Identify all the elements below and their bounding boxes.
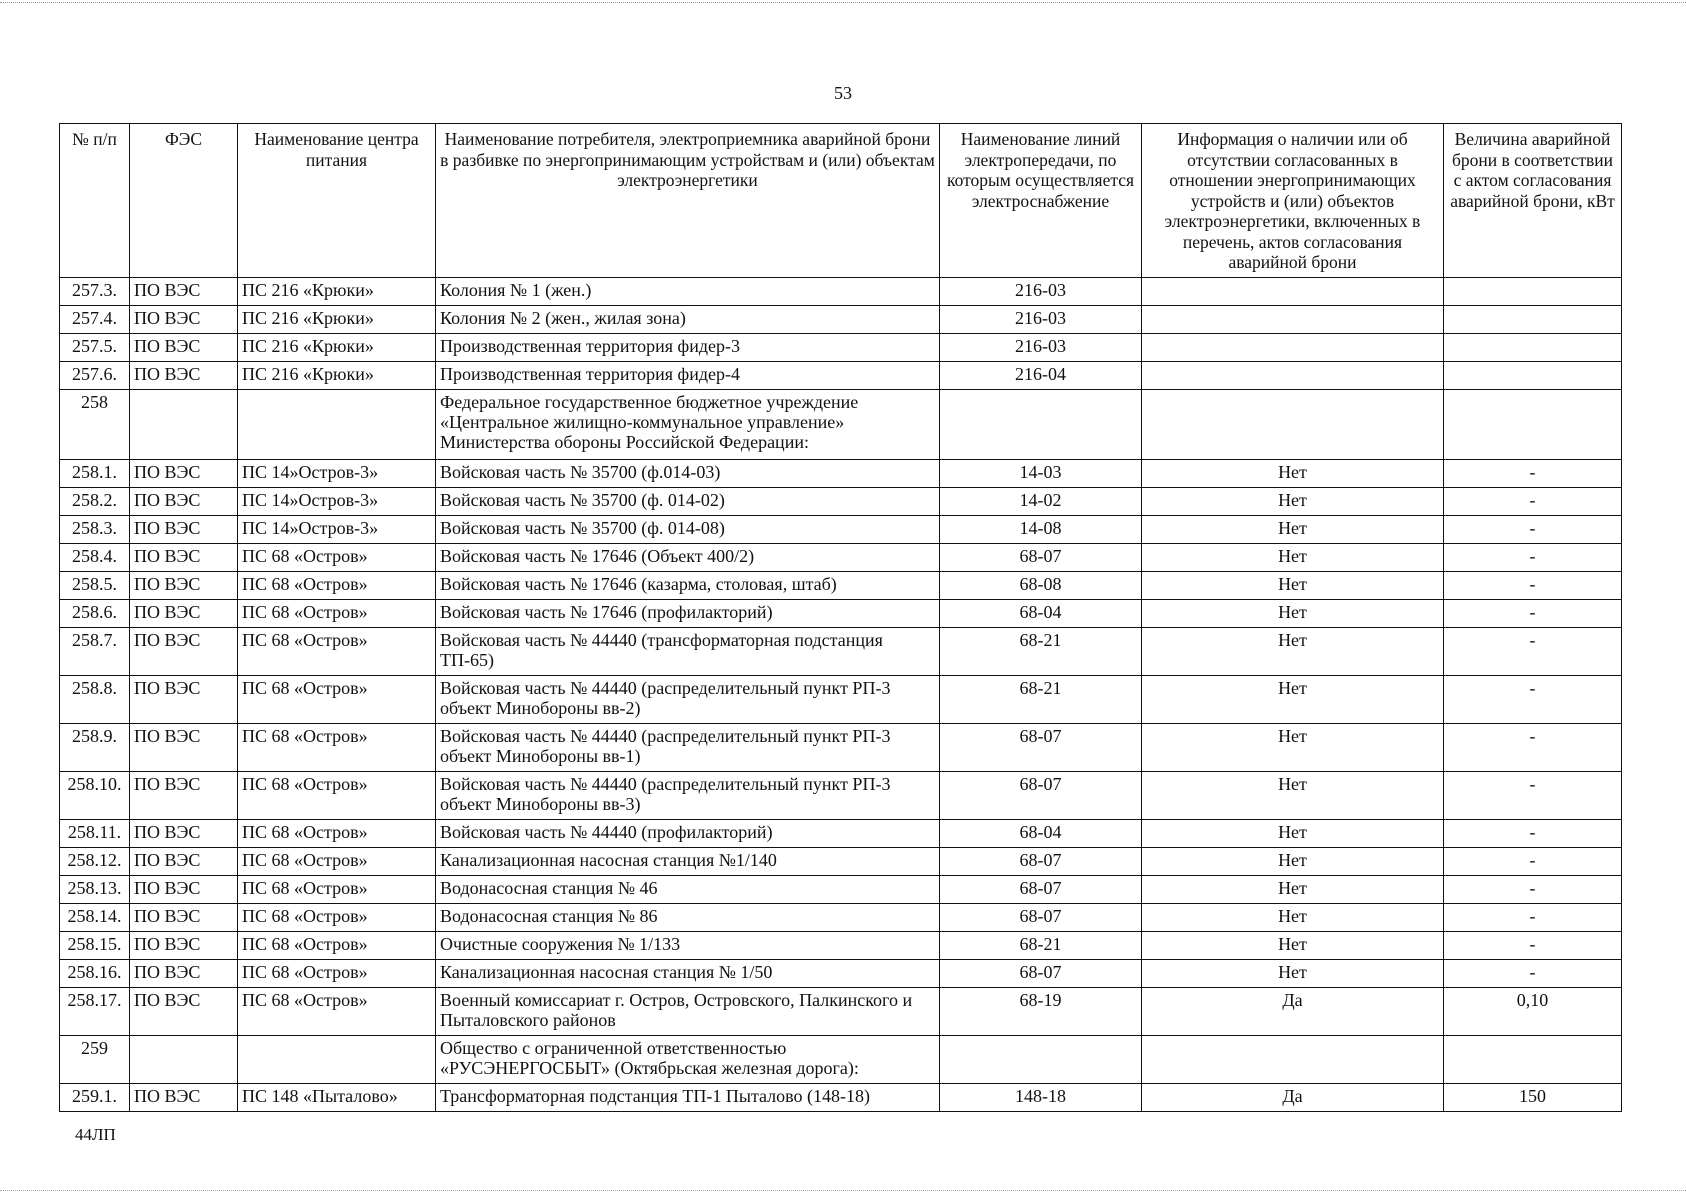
table-row [60,572,1622,600]
page-number: 53 [834,83,852,103]
row-num: 258.2. [60,488,130,516]
row-num: 258.9. [60,724,130,772]
row-consumer: Войсковая часть № 44440 (трансформаторная подстанция ТП-65) [436,628,940,676]
row-agreement-info: Нет [1142,876,1444,904]
row-reserve-value: - [1444,876,1622,904]
row-fes: ПО ВЭС [130,544,238,572]
row-consumer: Федеральное государственное бюджетное учреждение «Центральное жилищно-коммунальное управление» Министерства обороны Российской Федерации: [436,390,940,460]
row-reserve-value: - [1444,724,1622,772]
row-power-center: ПС 14»Остров-3» [238,516,436,544]
row-agreement-info: Нет [1142,848,1444,876]
row-num: 258.12. [60,848,130,876]
row-power-center: ПС 216 «Крюки» [238,362,436,390]
row-fes: ПО ВЭС [130,600,238,628]
row-reserve-value: - [1444,460,1622,488]
table-row [60,600,1622,628]
row-power-center [238,1036,436,1084]
row-power-center: ПС 68 «Остров» [238,820,436,848]
row-reserve-value: - [1444,848,1622,876]
row-agreement-info: Нет [1142,676,1444,724]
row-num: 257.6. [60,362,130,390]
row-fes: ПО ВЭС [130,960,238,988]
row-reserve-value [1444,1036,1622,1084]
row-agreement-info: Нет [1142,904,1444,932]
row-power-line: 216-03 [940,334,1142,362]
row-reserve-value: - [1444,960,1622,988]
row-consumer: Производственная территория фидер-3 [436,334,940,362]
row-fes [130,1036,238,1084]
row-reserve-value: - [1444,544,1622,572]
table-row [60,904,1622,932]
row-reserve-value: - [1444,772,1622,820]
table-row [60,544,1622,572]
row-num: 258.1. [60,460,130,488]
row-power-line [940,390,1142,460]
row-agreement-info: Нет [1142,772,1444,820]
row-agreement-info: Да [1142,988,1444,1036]
row-consumer: Очистные сооружения № 1/133 [436,932,940,960]
row-reserve-value [1444,334,1622,362]
row-consumer: Войсковая часть № 44440 (профилакторий) [436,820,940,848]
row-agreement-info: Нет [1142,724,1444,772]
table-row [60,876,1622,904]
row-power-center: ПС 68 «Остров» [238,544,436,572]
row-consumer: Войсковая часть № 17646 (профилакторий) [436,600,940,628]
row-fes: ПО ВЭС [130,460,238,488]
row-consumer: Войсковая часть № 35700 (ф. 014-08) [436,516,940,544]
row-consumer: Трансформаторная подстанция ТП-1 Пыталово (148-18) [436,1084,940,1112]
row-agreement-info [1142,278,1444,306]
row-fes: ПО ВЭС [130,362,238,390]
row-power-center: ПС 68 «Остров» [238,960,436,988]
row-power-line: 68-07 [940,876,1142,904]
footer-code: 44ЛП [75,1125,116,1144]
table-row [60,724,1622,772]
row-agreement-info: Нет [1142,460,1444,488]
row-consumer: Колония № 1 (жен.) [436,278,940,306]
row-fes: ПО ВЭС [130,904,238,932]
table-row [60,988,1622,1036]
row-power-center: ПС 68 «Остров» [238,600,436,628]
row-consumer: Водонасосная станция № 86 [436,904,940,932]
row-consumer: Колония № 2 (жен., жилая зона) [436,306,940,334]
row-power-line: 14-02 [940,488,1142,516]
table-row [60,676,1622,724]
row-power-line: 68-21 [940,932,1142,960]
row-consumer: Войсковая часть № 17646 (казарма, столовая, штаб) [436,572,940,600]
emergency-reserve-table [59,123,1622,1112]
row-power-line: 68-08 [940,572,1142,600]
table-row [60,960,1622,988]
header-power-lines: Наименование линий электропередачи, по которым осуществляется электроснабжение [940,124,1142,278]
row-consumer: Военный комиссариат г. Остров, Островского, Палкинского и Пыталовского районов [436,988,940,1036]
row-num: 258.6. [60,600,130,628]
table-row [60,334,1622,362]
row-agreement-info [1142,1036,1444,1084]
row-power-center: ПС 68 «Остров» [238,904,436,932]
row-power-center: ПС 148 «Пыталово» [238,1084,436,1112]
row-num: 257.3. [60,278,130,306]
row-agreement-info: Нет [1142,820,1444,848]
row-power-line: 148-18 [940,1084,1142,1112]
table-row [60,772,1622,820]
row-power-line: 68-07 [940,904,1142,932]
row-reserve-value: - [1444,488,1622,516]
row-fes: ПО ВЭС [130,334,238,362]
row-agreement-info: Нет [1142,628,1444,676]
table-row [60,516,1622,544]
row-num: 258.14. [60,904,130,932]
row-power-center: ПС 14»Остров-3» [238,460,436,488]
row-consumer: Войсковая часть № 44440 (распределительный пункт РП-3 объект Минобороны вв-3) [436,772,940,820]
table-row [60,848,1622,876]
row-reserve-value: - [1444,676,1622,724]
row-power-center: ПС 68 «Остров» [238,848,436,876]
table-header-row [60,124,1622,278]
row-num: 258.5. [60,572,130,600]
row-power-line: 14-08 [940,516,1142,544]
row-power-line: 216-03 [940,306,1142,334]
row-num: 258.11. [60,820,130,848]
row-power-center: ПС 68 «Остров» [238,988,436,1036]
table-body [60,278,1622,1112]
row-consumer: Войсковая часть № 44440 (распределительный пункт РП-3 объект Минобороны вв-2) [436,676,940,724]
row-reserve-value [1444,306,1622,334]
row-fes: ПО ВЭС [130,306,238,334]
header-power-center: Наименование центра питания [238,124,436,278]
row-fes: ПО ВЭС [130,516,238,544]
row-agreement-info: Нет [1142,600,1444,628]
row-fes: ПО ВЭС [130,876,238,904]
row-power-line: 68-19 [940,988,1142,1036]
table-row [60,820,1622,848]
row-power-line: 216-03 [940,278,1142,306]
row-agreement-info: Нет [1142,960,1444,988]
table-row [60,628,1622,676]
row-fes: ПО ВЭС [130,1084,238,1112]
row-agreement-info: Нет [1142,544,1444,572]
row-power-line: 68-07 [940,848,1142,876]
row-num: 258.15. [60,932,130,960]
scan-edge-top [0,2,1686,6]
row-agreement-info [1142,334,1444,362]
row-power-line: 68-07 [940,724,1142,772]
row-fes: ПО ВЭС [130,724,238,772]
table-row [60,460,1622,488]
row-fes: ПО ВЭС [130,848,238,876]
table-row [60,390,1622,460]
row-power-center: ПС 68 «Остров» [238,724,436,772]
table-row [60,362,1622,390]
row-num: 259.1. [60,1084,130,1112]
row-consumer: Войсковая часть № 35700 (ф.014-03) [436,460,940,488]
table-row [60,488,1622,516]
table-row [60,1036,1622,1084]
row-reserve-value: - [1444,820,1622,848]
row-consumer: Водонасосная станция № 46 [436,876,940,904]
header-agreement-info: Информация о наличии или об отсутствии согласованных в отношении энергопринимающих устройств и (или) объектов электроэнергетики, включенных в перечень, актов согласования аварийной брони [1142,124,1444,278]
row-fes: ПО ВЭС [130,988,238,1036]
row-num: 259 [60,1036,130,1084]
row-reserve-value [1444,362,1622,390]
header-consumer: Наименование потребителя, электроприемника аварийной брони в разбивке по энергопринимающим устройствам и (или) объектам электроэнергетики [436,124,940,278]
row-power-center: ПС 68 «Остров» [238,772,436,820]
row-fes: ПО ВЭС [130,932,238,960]
row-fes: ПО ВЭС [130,772,238,820]
row-num: 257.5. [60,334,130,362]
row-num: 258.8. [60,676,130,724]
row-num: 257.4. [60,306,130,334]
row-agreement-info: Да [1142,1084,1444,1112]
row-fes: ПО ВЭС [130,676,238,724]
row-agreement-info: Нет [1142,516,1444,544]
row-agreement-info: Нет [1142,932,1444,960]
row-agreement-info [1142,306,1444,334]
row-fes: ПО ВЭС [130,820,238,848]
table-row [60,278,1622,306]
row-fes: ПО ВЭС [130,628,238,676]
row-reserve-value: - [1444,904,1622,932]
row-power-center: ПС 216 «Крюки» [238,334,436,362]
row-power-center: ПС 14»Остров-3» [238,488,436,516]
row-num: 258.16. [60,960,130,988]
row-power-line: 68-21 [940,628,1142,676]
row-power-center: ПС 216 «Крюки» [238,306,436,334]
row-power-center: ПС 68 «Остров» [238,932,436,960]
row-power-line: 68-04 [940,820,1142,848]
row-fes [130,390,238,460]
row-power-line: 68-07 [940,772,1142,820]
table-row [60,1084,1622,1112]
row-power-center: ПС 216 «Крюки» [238,278,436,306]
row-agreement-info [1142,390,1444,460]
row-power-center [238,390,436,460]
row-fes: ПО ВЭС [130,488,238,516]
row-agreement-info: Нет [1142,488,1444,516]
row-consumer: Войсковая часть № 44440 (распределительный пункт РП-3 объект Минобороны вв-1) [436,724,940,772]
row-reserve-value [1444,278,1622,306]
row-power-line [940,1036,1142,1084]
row-reserve-value: 150 [1444,1084,1622,1112]
row-reserve-value: 0,10 [1444,988,1622,1036]
row-num: 258.10. [60,772,130,820]
row-power-line: 68-07 [940,960,1142,988]
header-num: № п/п [60,124,130,278]
row-power-center: ПС 68 «Остров» [238,628,436,676]
row-power-center: ПС 68 «Остров» [238,572,436,600]
header-reserve-value: Величина аварийной брони в соответствии с актом согласования аварийной брони, кВт [1444,124,1622,278]
row-reserve-value [1444,390,1622,460]
row-consumer: Общество с ограниченной ответственностью «РУСЭНЕРГОСБЫТ» (Октябрьская железная дорога): [436,1036,940,1084]
table-row [60,932,1622,960]
row-reserve-value: - [1444,628,1622,676]
row-power-line: 216-04 [940,362,1142,390]
row-consumer: Производственная территория фидер-4 [436,362,940,390]
row-reserve-value: - [1444,600,1622,628]
row-power-line: 68-21 [940,676,1142,724]
row-consumer: Канализационная насосная станция №1/140 [436,848,940,876]
row-num: 258.3. [60,516,130,544]
row-num: 258.4. [60,544,130,572]
row-power-line: 68-07 [940,544,1142,572]
scan-edge-bottom [0,1190,1686,1194]
row-num: 258.13. [60,876,130,904]
row-fes: ПО ВЭС [130,572,238,600]
row-power-line: 68-04 [940,600,1142,628]
row-consumer: Войсковая часть № 35700 (ф. 014-02) [436,488,940,516]
row-reserve-value: - [1444,932,1622,960]
row-power-center: ПС 68 «Остров» [238,676,436,724]
row-num: 258.17. [60,988,130,1036]
row-power-line: 14-03 [940,460,1142,488]
row-agreement-info [1142,362,1444,390]
row-consumer: Войсковая часть № 17646 (Объект 400/2) [436,544,940,572]
row-consumer: Канализационная насосная станция № 1/50 [436,960,940,988]
header-fes: ФЭС [130,124,238,278]
row-reserve-value: - [1444,516,1622,544]
row-agreement-info: Нет [1142,572,1444,600]
row-reserve-value: - [1444,572,1622,600]
row-fes: ПО ВЭС [130,278,238,306]
row-num: 258.7. [60,628,130,676]
row-num: 258 [60,390,130,460]
row-power-center: ПС 68 «Остров» [238,876,436,904]
table-row [60,306,1622,334]
